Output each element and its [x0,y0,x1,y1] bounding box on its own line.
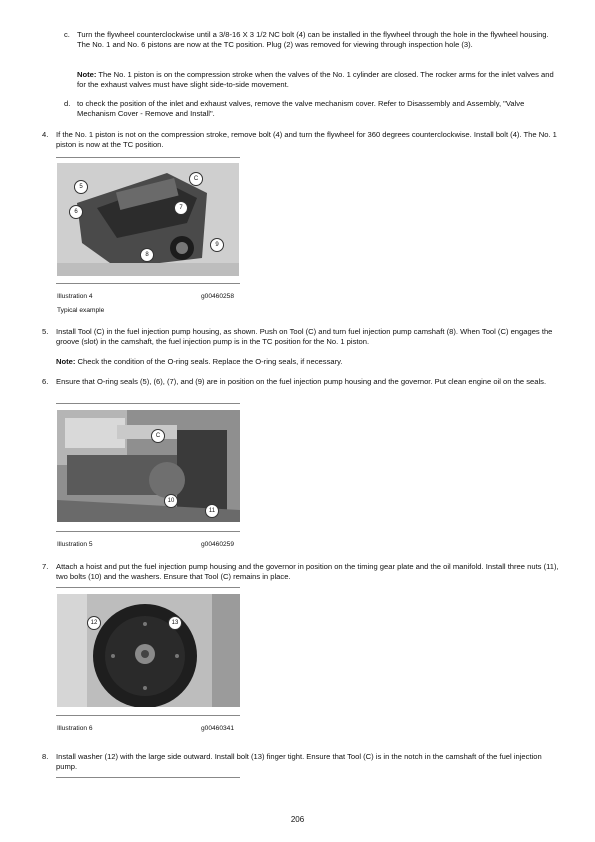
illustration-6-label: Illustration 6 [57,725,93,732]
callout-marker: 13 [168,616,182,630]
step-5-label: 5. [42,327,49,336]
step-4-text: If the No. 1 piston is not on the compression stroke, remove bolt (4) and turn the flywheel for 360 degrees counterclockwise. Install bolt (4). The No. 1 piston is now at the TC position. [56,130,557,149]
step-5-text: Install Tool (C) in the fuel injection pump housing, as shown. Push on Tool (C) and turn fuel injection pump camshaft (8). When Tool (C) engages the groove (slot) in the camshaft, the fuel injection pump is in the TC position for the No. 1 piston. [56,327,553,346]
step-7-text: Attach a hoist and put the fuel injection pump housing and the governor in position on the timing gear plate and the oil manifold. Install three nuts (11), two bolts (10) and the washers. Ensure that Tool (C) remains in place. [56,562,559,581]
callout-marker: 10 [164,494,178,508]
note-text: The No. 1 piston is on the compression stroke when the valves of the No. 1 cylinder are closed. The rocker arms for the inlet valves and for the exhaust valves must have slight side-to-side movement. [77,70,554,89]
divider [56,283,240,284]
illustration-6-photo [57,594,240,707]
note-label: Note: [56,357,76,366]
step-c-label: c. [64,30,70,39]
divider [56,777,240,778]
divider [56,531,240,532]
callout-marker: 12 [87,616,101,630]
illustration-4-code: g00460258 [201,293,235,300]
page-number: 206 [290,815,305,824]
step-6-text: Ensure that O-ring seals (5), (6), (7), and (9) are in position on the fuel injection pump housing and the governor. Put clean engine oil on the seals. [56,377,547,386]
divider [56,715,240,716]
step-d-label: d. [64,99,71,108]
callout-marker: C [151,429,165,443]
step-4-label: 4. [42,130,49,139]
divider [56,157,240,158]
illustration-4-photo [57,163,239,276]
callout-marker: 9 [210,238,224,252]
illustration-4-subcaption: Typical example [57,307,105,314]
callout-marker: 8 [140,248,154,262]
timing-plate-photo-graphic [57,594,240,707]
step-c-note [77,70,562,90]
note-text: Check the condition of the O-ring seals. Replace the O-ring seals, if necessary. [77,357,343,366]
step-8-label: 8. [42,752,49,761]
callout-marker: 11 [205,504,219,518]
step-d-text: to check the position of the inlet and exhaust valves, remove the valve mechanism cover. Refer to Disassembly and Assembly, "Valve Mechanism Cover - Remove and Install". [77,99,525,118]
illustration-5-code: g00460259 [201,541,235,548]
callout-marker: 5 [74,180,88,194]
callout-marker: 7 [174,201,188,215]
step-c-text: Turn the flywheel counterclockwise until a 3/8-16 X 3 1/2 NC bolt (4) can be installed in the flywheel through the hole in the flywheel housing. The No. 1 and No. 6 pistons are now at the TC position. Plug (2) was removed for viewing through inspection hole (3). [77,30,549,49]
illustration-4-label: Illustration 4 [57,293,93,300]
illustration-6-code: g00460341 [201,725,235,732]
callout-marker: 6 [69,205,83,219]
callout-marker: C [189,172,203,186]
illustration-5-photo [57,410,240,522]
note-label: Note: [77,70,97,79]
divider [56,587,240,588]
divider [56,403,240,404]
step-5-note [56,357,561,367]
illustration-5-label: Illustration 5 [57,541,93,548]
step-6-label: 6. [42,377,49,386]
step-8-text: Install washer (12) with the large side outward. Install bolt (13) finger tight. Ensure that Tool (C) is in the notch in the camshaft of the fuel injection pump. [56,752,542,771]
step-7-label: 7. [42,562,49,571]
